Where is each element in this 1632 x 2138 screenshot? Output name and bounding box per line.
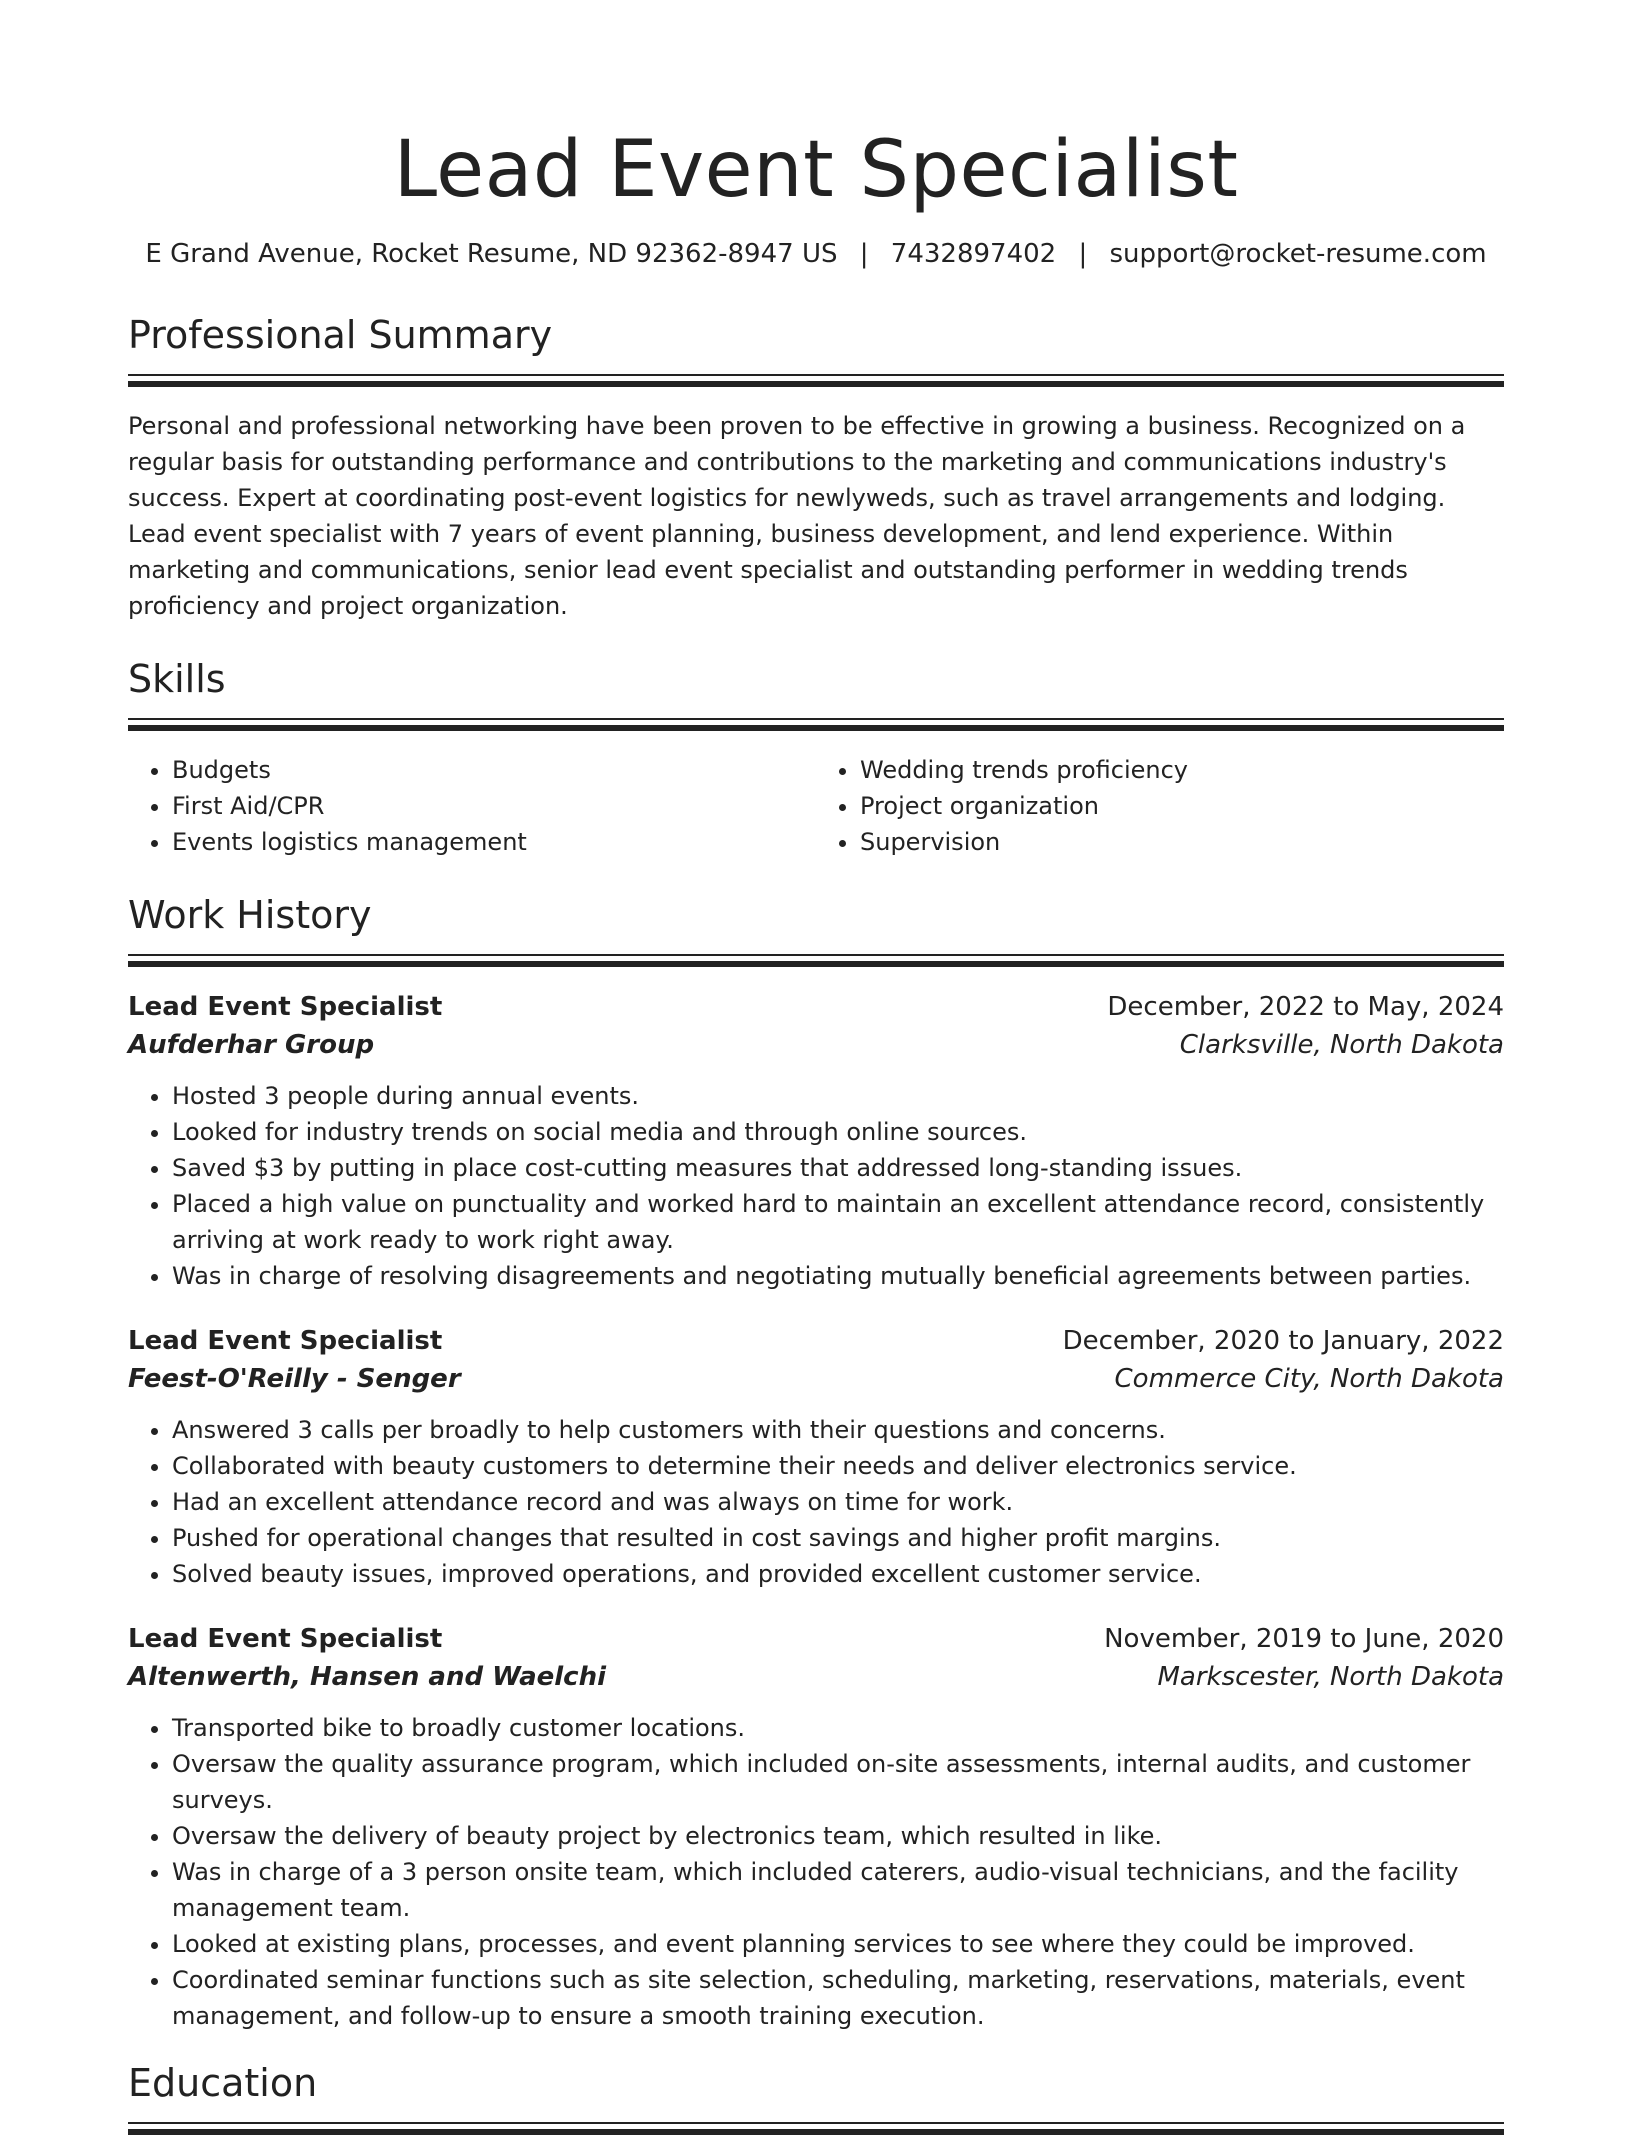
contact-separator: | [1078, 239, 1088, 269]
job-dates: December, 2020 to January, 2022 [1062, 1326, 1504, 1356]
job-dates: November, 2019 to June, 2020 [1104, 1624, 1504, 1654]
job-bullets [128, 1412, 1504, 1592]
job-company: Aufderhar Group [128, 1030, 375, 1060]
job-bullet: • Saved $3 by putting in place cost-cutting measures that addressed long-standing issues. [172, 1150, 1504, 1186]
job-title: Lead Event Specialist [128, 1326, 443, 1356]
section-divider [128, 374, 1504, 390]
job-bullets [128, 1078, 1504, 1294]
job-bullet: • Looked at existing plans, processes, and event planning services to see where they could be improved. [172, 1926, 1504, 1962]
job-company: Feest-O'Reilly - Senger [128, 1364, 461, 1394]
job-location: Clarksville, North Dakota [1179, 1030, 1504, 1060]
skill-item: • Project organization [860, 788, 1504, 824]
job-entry [128, 988, 1504, 1294]
education-title: Education [128, 2061, 318, 2105]
contact-email: support@rocket-resume.com [1109, 239, 1487, 269]
job-company: Altenwerth, Hansen and Waelchi [128, 1662, 606, 1692]
job-location: Commerce City, North Dakota [1114, 1364, 1504, 1394]
job-subheader [128, 1658, 1504, 1696]
job-title: Lead Event Specialist [128, 992, 443, 1022]
job-subheader [128, 1360, 1504, 1398]
job-bullet: • Oversaw the quality assurance program, which included on-site assessments, internal audits, and customer surveys. [172, 1746, 1504, 1818]
job-bullet: • Collaborated with beauty customers to determine their needs and deliver electronics service. [172, 1448, 1504, 1484]
summary-text: Personal and professional networking have been proven to be effective in growing a business. Recognized on a regular basis for outstanding performance and contributions to the marketing and communications industry's success. Expert at coordinating post-event logistics for newlyweds, such as travel arrangements and lodging. Lead event specialist with 7 years of event planning, business development, and lend experience. Within marketing and communications, senior lead event specialist and outstanding performer in wedding trends proficiency and project organization. [128, 412, 1466, 620]
section-divider [128, 954, 1504, 970]
job-bullet: • Looked for industry trends on social media and through online sources. [172, 1114, 1504, 1150]
skills-title: Skills [128, 657, 226, 701]
job-bullet: • Transported bike to broadly customer locations. [172, 1710, 1504, 1746]
job-bullet: • Answered 3 calls per broadly to help customers with their questions and concerns. [172, 1412, 1504, 1448]
skills-list-right [816, 752, 1504, 860]
summary-section [128, 310, 1504, 624]
job-header [128, 1620, 1504, 1658]
candidate-name: Lead Event Specialist [393, 125, 1239, 215]
education-section [128, 2058, 1504, 2138]
job-bullet: • Was in charge of resolving disagreements and negotiating mutually beneficial agreements between parties. [172, 1258, 1504, 1294]
skill-item: • Budgets [172, 752, 816, 788]
section-divider [128, 718, 1504, 734]
contact-separator: | [859, 239, 869, 269]
skills-list-left [128, 752, 816, 860]
skills-columns [128, 752, 1504, 860]
job-subheader [128, 1026, 1504, 1064]
job-bullet: • Placed a high value on punctuality and worked hard to maintain an excellent attendance record, consistently arriving at work ready to work right away. [172, 1186, 1504, 1258]
contact-address: E Grand Avenue, Rocket Resume, ND 92362-8947 US [145, 239, 838, 269]
job-header [128, 1322, 1504, 1360]
section-divider [128, 2122, 1504, 2138]
skills-section [128, 654, 1504, 860]
job-location: Markscester, North Dakota [1157, 1662, 1504, 1692]
job-bullet: • Hosted 3 people during annual events. [172, 1078, 1504, 1114]
work-history-section [128, 890, 1504, 2034]
job-entry [128, 1620, 1504, 2034]
job-bullet: • Had an excellent attendance record and was always on time for work. [172, 1484, 1504, 1520]
job-bullet: • Solved beauty issues, improved operations, and provided excellent customer service. [172, 1556, 1504, 1592]
job-title: Lead Event Specialist [128, 1624, 443, 1654]
work-history-title: Work History [128, 893, 372, 937]
job-bullet: • Oversaw the delivery of beauty project by electronics team, which resulted in like. [172, 1818, 1504, 1854]
contact-line [128, 236, 1504, 272]
job-entry [128, 1322, 1504, 1592]
skill-item: • Events logistics management [172, 824, 816, 860]
skill-item: • Supervision [860, 824, 1504, 860]
skill-item: • Wedding trends proficiency [860, 752, 1504, 788]
skill-item: • First Aid/CPR [172, 788, 816, 824]
job-dates: December, 2022 to May, 2024 [1107, 992, 1504, 1022]
job-bullet: • Pushed for operational changes that resulted in cost savings and higher profit margins. [172, 1520, 1504, 1556]
job-header [128, 988, 1504, 1026]
job-bullets [128, 1710, 1504, 2034]
summary-title: Professional Summary [128, 313, 553, 357]
contact-phone: 7432897402 [890, 239, 1057, 269]
job-bullet: • Was in charge of a 3 person onsite team, which included caterers, audio-visual technicians, and the facility management team. [172, 1854, 1504, 1926]
job-bullet: • Coordinated seminar functions such as site selection, scheduling, marketing, reservations, materials, event management, and follow-up to ensure a smooth training execution. [172, 1962, 1504, 2034]
